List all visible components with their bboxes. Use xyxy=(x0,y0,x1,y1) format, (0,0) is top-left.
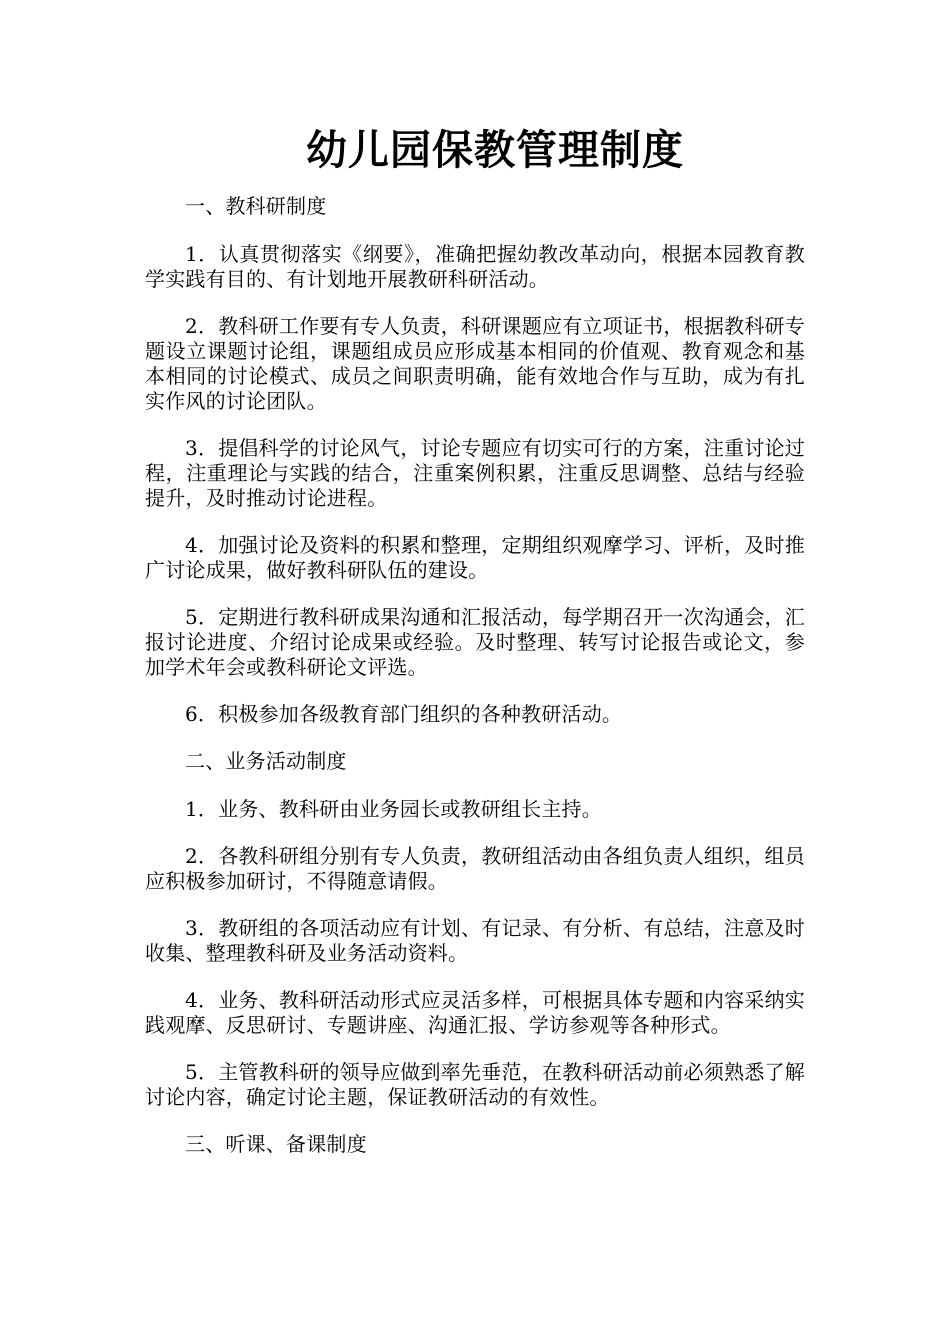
paragraph: 4．业务、教科研活动形式应灵活多样，可根据具体专题和内容采纳实践观摩、反思研讨、专题讲座、沟通汇报、学访参观等各种形式。 xyxy=(145,988,805,1037)
paragraph: 2．教科研工作要有专人负责，科研课题应有立项证书，根据教科研专题设立课题讨论组，课题组成员应形成基本相同的价值观、教育观念和基本相同的讨论模式、成员之间职责明确，能有效地合作与互助，成为有扎实作风的讨论团队。 xyxy=(145,314,805,413)
paragraph: 3．教研组的各项活动应有计划、有记录、有分析、有总结，注意及时收集、整理教科研及业务活动资料。 xyxy=(145,916,805,965)
section-heading: 三、听课、备课制度 xyxy=(185,1132,367,1156)
paragraph: 4．加强讨论及资料的积累和整理，定期组织观摩学习、评析，及时推广讨论成果，做好教科研队伍的建设。 xyxy=(145,533,805,582)
section-heading: 一、教科研制度 xyxy=(185,194,327,218)
paragraph: 2．各教科研组分别有专人负责，教研组活动由各组负责人组织，组员应积极参加研讨，不得随意请假。 xyxy=(145,844,805,893)
section-heading: 二、业务活动制度 xyxy=(185,749,347,773)
paragraph: 3．提倡科学的讨论风气，讨论专题应有切实可行的方案，注重讨论过程，注重理论与实践的结合，注重案例积累，注重反思调整、总结与经验提升，及时推动讨论进程。 xyxy=(145,436,805,510)
paragraph: 5．定期进行教科研成果沟通和汇报活动，每学期召开一次沟通会，汇报讨论进度、介绍讨论成果或经验。及时整理、转写讨论报告或论文，参加学术年会或教科研论文评选。 xyxy=(145,605,805,679)
paragraph: 1．认真贯彻落实《纲要》，准确把握幼教改革动向，根据本园教育教学实践有目的、有计划地开展教研科研活动。 xyxy=(145,242,805,291)
paragraph: 6．积极参加各级教育部门组织的各种教研活动。 xyxy=(185,702,623,726)
document-title: 幼儿园保教管理制度 xyxy=(306,126,684,174)
paragraph: 1．业务、教科研由业务园长或教研组长主持。 xyxy=(185,797,602,821)
document-body xyxy=(145,194,805,1180)
paragraph: 5．主管教科研的领导应做到率先垂范，在教科研活动前必须熟悉了解讨论内容，确定讨论主题，保证教研活动的有效性。 xyxy=(145,1060,805,1109)
